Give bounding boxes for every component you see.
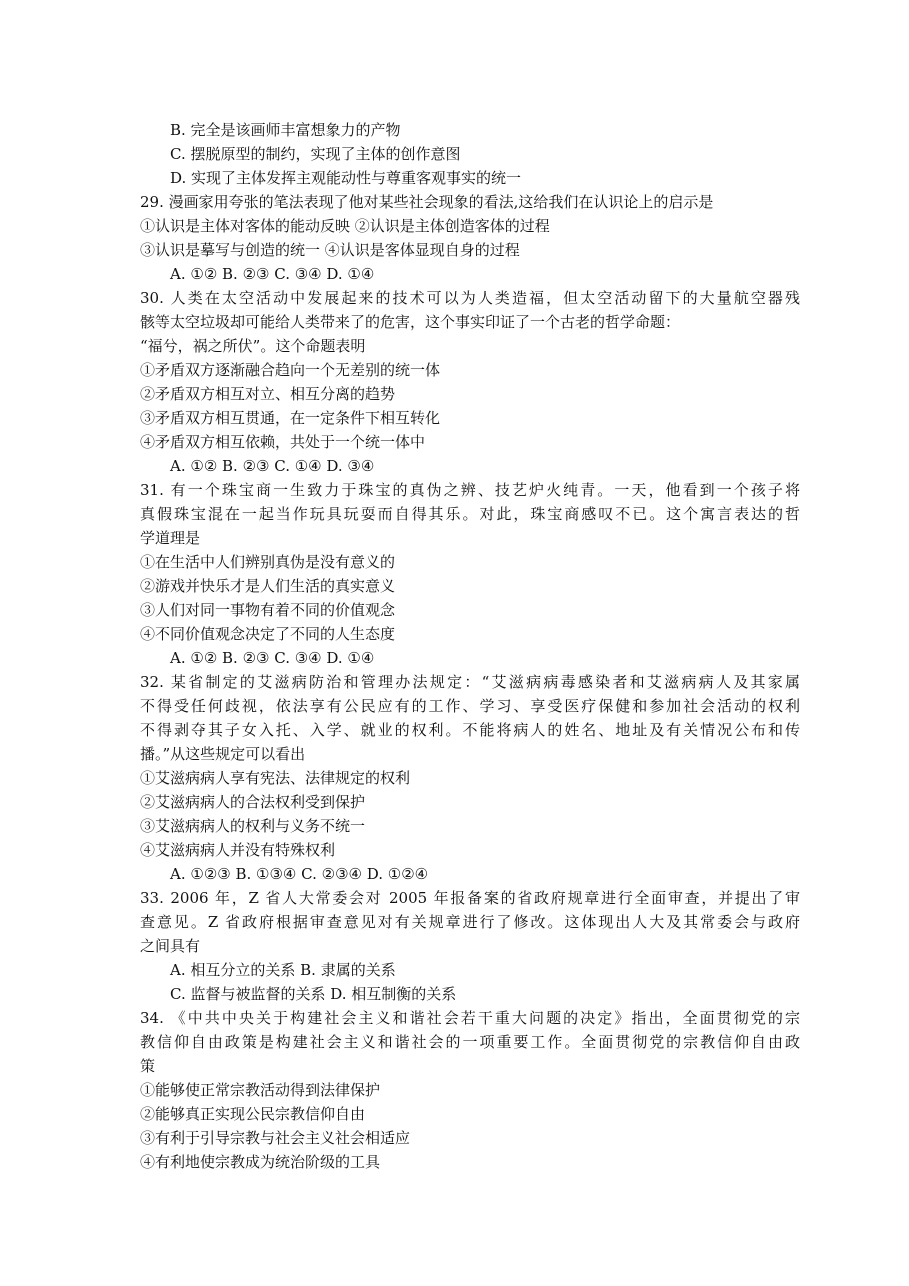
q30-item-4: ④矛盾双方相互依赖，共处于一个统一体中 — [140, 433, 426, 451]
q33-stem-line-1: 33. 2006 年，Z 省人大常委会对 2005 年报备案的省政府规章进行全面审查，并提出了审 — [140, 889, 800, 907]
question-32 — [140, 670, 800, 886]
q28-option-d: D. 实现了主体发挥主观能动性与尊重客观事实的统一 — [170, 169, 522, 187]
q30-choices: A. ①② B. ②③ C. ①④ D. ③④ — [170, 457, 375, 475]
question-30 — [140, 286, 800, 478]
q31-item-4: ④不同价值观念决定了不同的人生态度 — [140, 625, 396, 643]
q30-stem-line-3: “福兮，祸之所伏”。这个命题表明 — [140, 337, 366, 355]
q34-stem-line-1: 34. 《中共中央关于构建社会主义和谐社会若干重大问题的决定》指出，全面贯彻党的宗 — [140, 1009, 800, 1027]
q31-stem-line-1: 31. 有一个珠宝商一生致力于珠宝的真伪之辨、技艺炉火纯青。一天，他看到一个孩子将 — [140, 481, 800, 499]
q34-stem-line-2: 教信仰自由政策是构建社会主义和谐社会的一项重要工作。全面贯彻党的宗教信仰自由政 — [140, 1033, 800, 1051]
q33-stem-line-3: 之间具有 — [140, 937, 201, 955]
question-34 — [140, 1006, 800, 1174]
q32-choices: A. ①②③ B. ①③④ C. ②③④ D. ①②④ — [170, 865, 429, 883]
q30-item-2: ②矛盾双方相互对立、相互分离的趋势 — [140, 385, 396, 403]
q34-item-3: ③有利于引导宗教与社会主义社会相适应 — [140, 1129, 411, 1147]
q34-stem-line-3: 策 — [140, 1057, 156, 1075]
q31-choices: A. ①② B. ②③ C. ③④ D. ①④ — [170, 649, 375, 667]
q32-stem-line-1: 32. 某省制定的艾滋病防治和管理办法规定：“艾滋病病毒感染者和艾滋病病人及其家属 — [140, 673, 800, 691]
q34-item-4: ④有利地使宗教成为统治阶级的工具 — [140, 1153, 381, 1171]
q31-item-3: ③人们对同一事物有着不同的价值观念 — [140, 601, 396, 619]
question-33 — [140, 886, 800, 1006]
question-28-tail — [140, 118, 800, 190]
q31-item-1: ①在生活中人们辨别真伪是没有意义的 — [140, 553, 396, 571]
q32-item-1: ①艾滋病病人享有宪法、法律规定的权利 — [140, 769, 411, 787]
q29-choices: A. ①② B. ②③ C. ③④ D. ①④ — [170, 265, 375, 283]
q30-stem-line-2: 骸等太空垃圾却可能给人类带来了的危害，这个事实印证了一个古老的哲学命题： — [140, 313, 681, 331]
q31-stem-line-3: 学道理是 — [140, 529, 201, 547]
q33-stem-line-2: 查意见。Z 省政府根据审查意见对有关规章进行了修改。这体现出人大及其常委会与政府 — [140, 913, 800, 931]
q28-option-b: B. 完全是该画师丰富想象力的产物 — [170, 121, 401, 139]
q32-item-4: ④艾滋病病人并没有特殊权利 — [140, 841, 336, 859]
q31-stem-line-2: 真假珠宝混在一起当作玩具玩耍而自得其乐。对此，珠宝商感叹不已。这个寓言表达的哲 — [140, 505, 800, 523]
q33-choices-cd: C. 监督与被监督的关系 D. 相互制衡的关系 — [170, 985, 457, 1003]
q32-stem-line-3: 不得剥夺其子女入托、入学、就业的权利。不能将病人的姓名、地址及有关情况公布和传 — [140, 721, 800, 739]
q32-item-2: ②艾滋病病人的合法权利受到保护 — [140, 793, 366, 811]
q30-item-1: ①矛盾双方逐渐融合趋向一个无差别的统一体 — [140, 361, 441, 379]
q34-item-2: ②能够真正实现公民宗教信仰自由 — [140, 1105, 366, 1123]
q32-stem-line-4: 播。”从这些规定可以看出 — [140, 745, 306, 763]
q30-stem-line-1: 30. 人类在太空活动中发展起来的技术可以为人类造福，但太空活动留下的大量航空器残 — [140, 289, 800, 307]
q30-item-3: ③矛盾双方相互贯通，在一定条件下相互转化 — [140, 409, 441, 427]
q29-item-2: ③认识是摹写与创造的统一 ④认识是客体显现自身的过程 — [140, 241, 520, 259]
q28-option-c: C. 摆脱原型的制约，实现了主体的创作意图 — [170, 145, 461, 163]
q29-item-1: ①认识是主体对客体的能动反映 ②认识是主体创造客体的过程 — [140, 217, 550, 235]
question-29 — [140, 190, 800, 286]
q32-item-3: ③艾滋病病人的权利与义务不统一 — [140, 817, 366, 835]
q33-choices-ab: A. 相互分立的关系 B. 隶属的关系 — [170, 961, 396, 979]
question-31 — [140, 478, 800, 670]
exam-content — [140, 118, 800, 1174]
q29-stem: 29. 漫画家用夸张的笔法表现了他对某些社会现象的看法,这给我们在认识论上的启示是 — [140, 193, 714, 211]
q32-stem-line-2: 不得受任何歧视，依法享有公民应有的工作、学习、享受医疗保健和参加社会活动的权利 — [140, 697, 800, 715]
q34-item-1: ①能够使正常宗教活动得到法律保护 — [140, 1081, 381, 1099]
q31-item-2: ②游戏并快乐才是人们生活的真实意义 — [140, 577, 396, 595]
